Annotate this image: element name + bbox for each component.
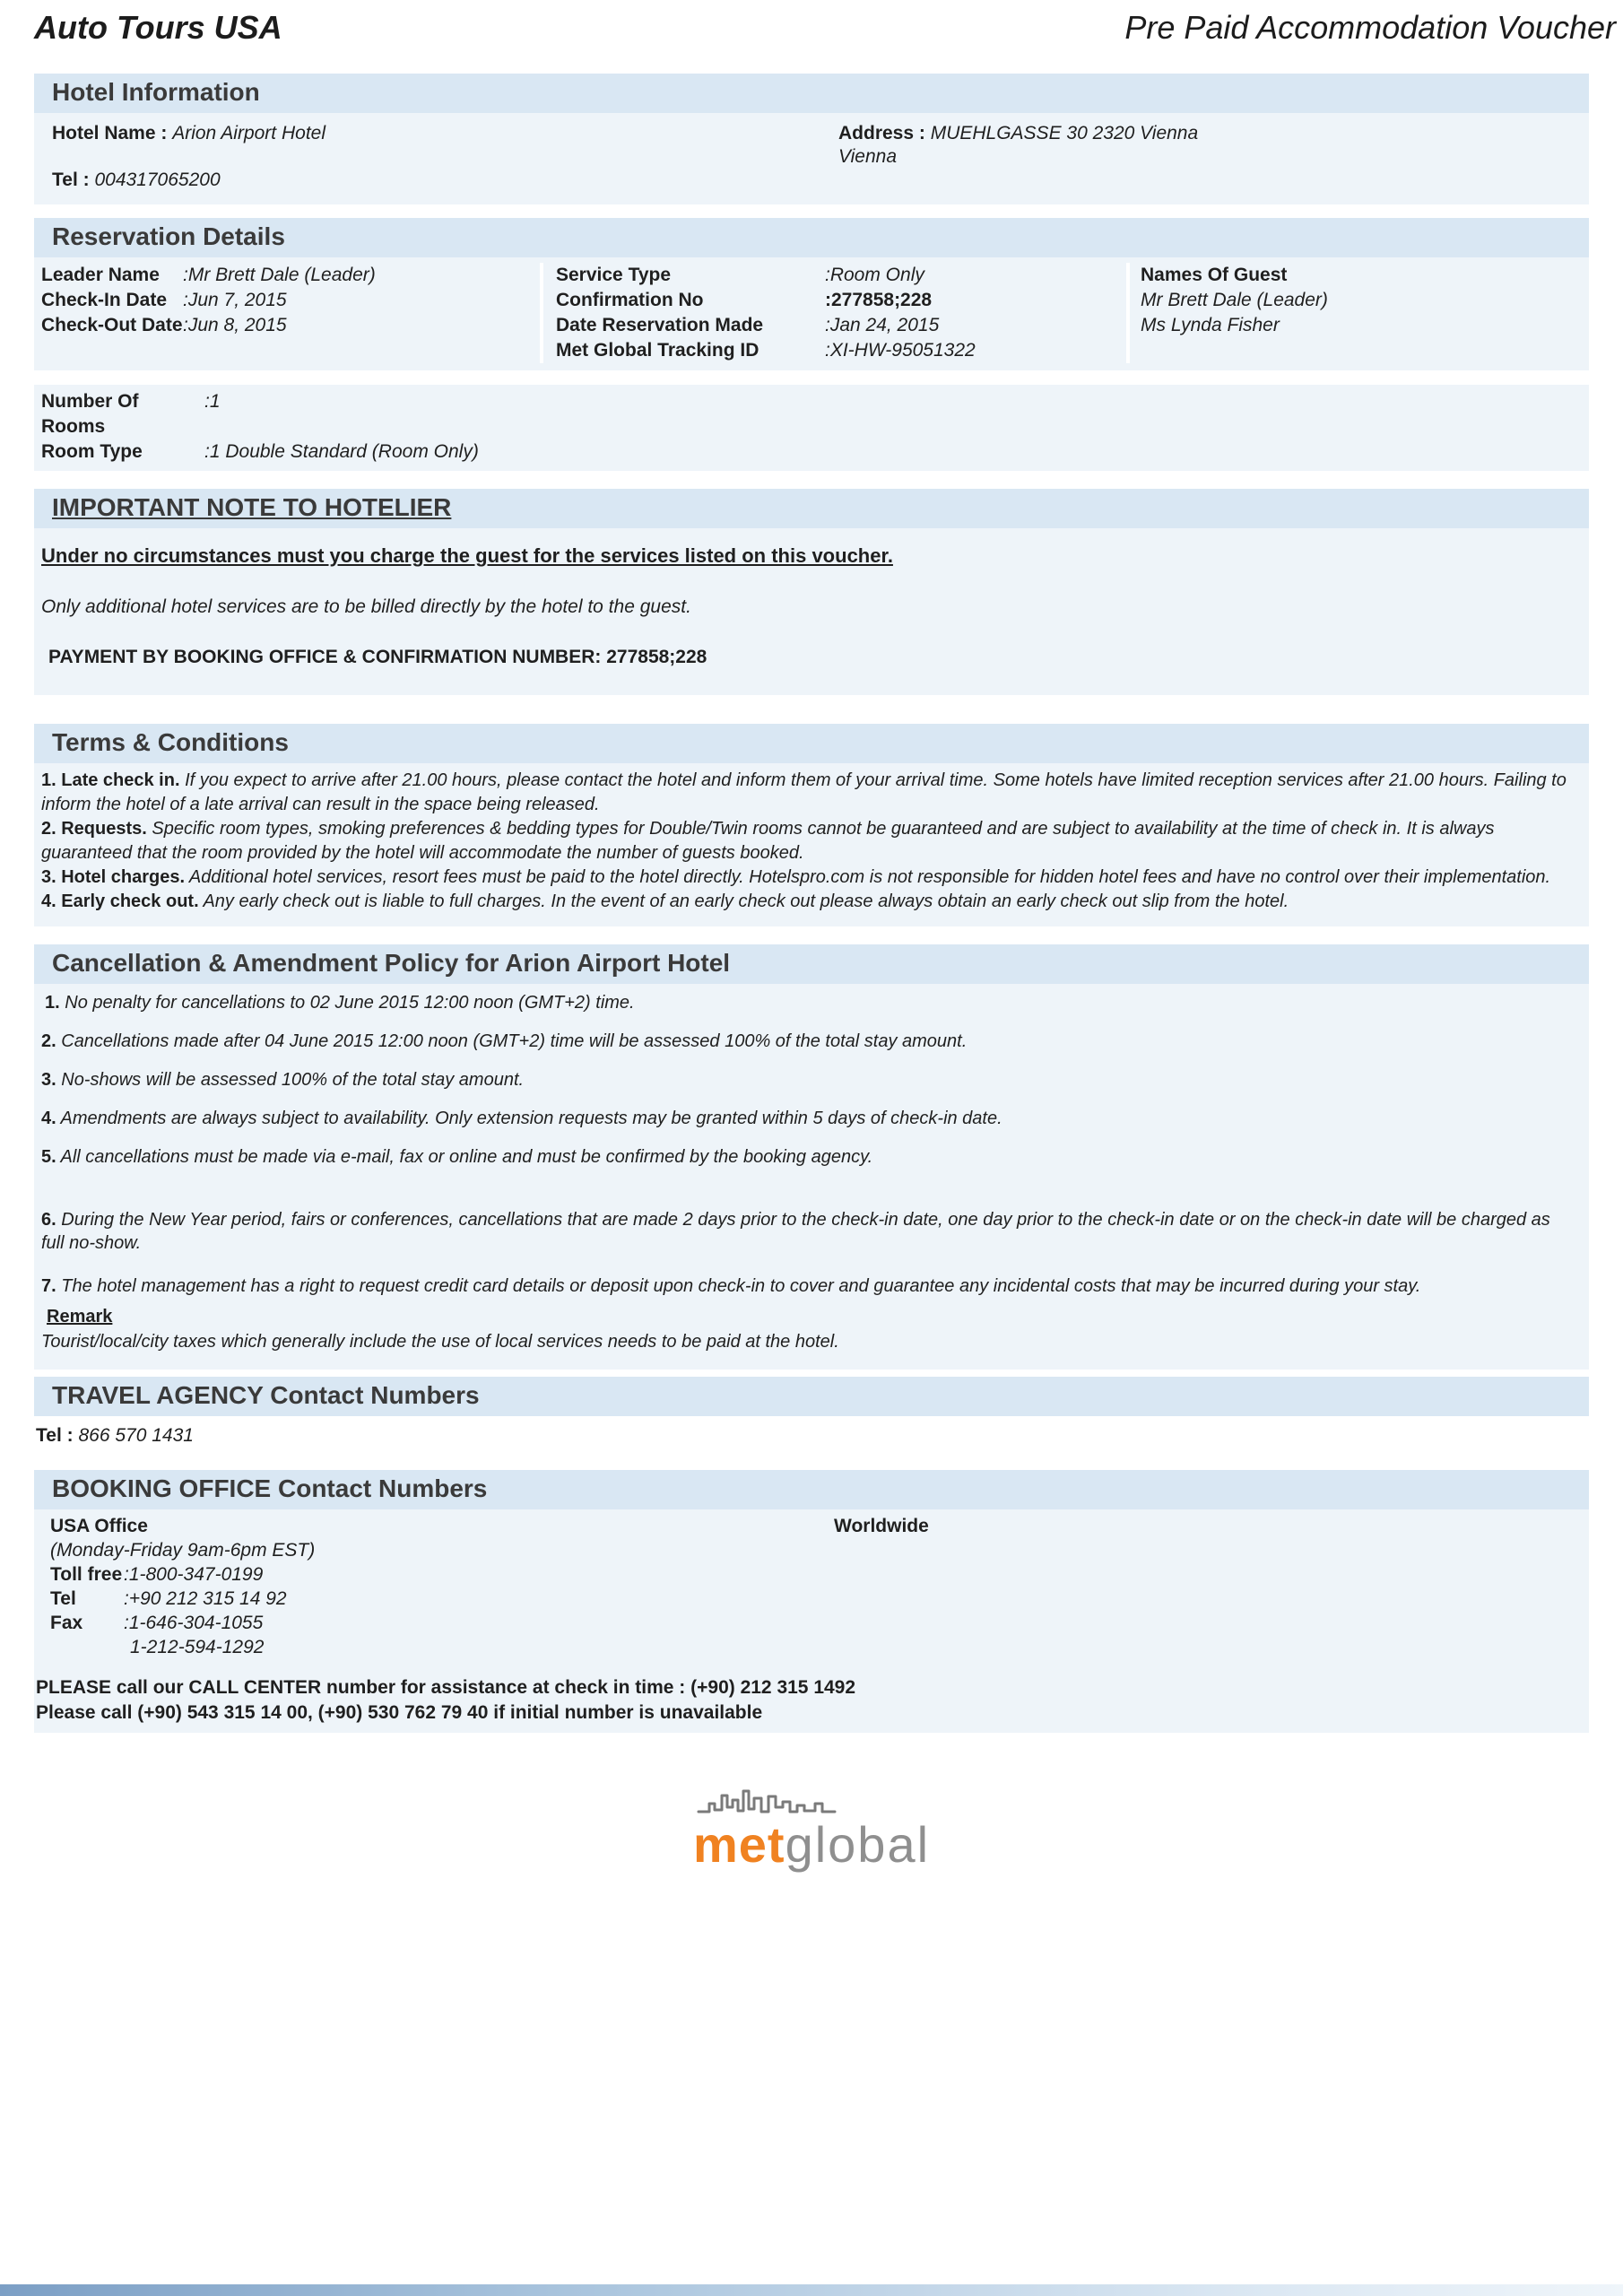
- cancellation-item-text: No penalty for cancellations to 02 June 2015 12:00 noon (GMT+2) time.: [59, 993, 635, 1013]
- agency-brand: Auto Tours USA: [34, 9, 282, 46]
- hotel-name-label: Hotel Name :: [52, 123, 168, 144]
- guest-name: Ms Lynda Fisher: [1141, 315, 1280, 335]
- travel-agency-tel-label: Tel :: [36, 1425, 74, 1446]
- office-fax-label: Fax: [50, 1613, 83, 1633]
- cancellation-policy-body: [34, 984, 1589, 1370]
- metglobal-logo: [0, 1788, 1623, 1874]
- number-of-rooms-label: Number Of Rooms: [41, 391, 139, 437]
- hotel-tel-value: 004317065200: [94, 170, 221, 190]
- remark-text: Tourist/local/city taxes which generally include the use of local services needs to be paid at the hotel.: [41, 1332, 839, 1352]
- cancellation-item-number: 7.: [41, 1276, 56, 1296]
- service-type-value: :Room Only: [825, 265, 924, 285]
- leader-name-value: :Mr Brett Dale (Leader): [183, 265, 376, 285]
- rooms-band: [34, 385, 1589, 471]
- hotel-name-value: Arion Airport Hotel: [172, 123, 325, 144]
- hotel-tel-label: Tel :: [52, 170, 90, 190]
- terms-item: [41, 890, 1578, 914]
- additional-services-note: Only additional hotel services are to be billed directly by the hotel to the guest.: [41, 596, 691, 617]
- hotel-address-row: [838, 122, 1589, 145]
- usa-office-header: USA Office: [50, 1516, 148, 1536]
- terms-item-text: Specific room types, smoking preferences & bedding types for Double/Twin rooms cannot be guaranteed and are subject to availability at the time of check in. It is always guaranteed that the room provided by the hotel will accommodate the number of guests booked.: [41, 819, 1495, 863]
- terms-item-lead: 4. Early check out.: [41, 891, 199, 911]
- hotel-address-label: Address :: [838, 123, 925, 144]
- cancellation-item: [41, 1274, 1571, 1298]
- remark-label: Remark: [47, 1307, 113, 1326]
- reservation-details-body: [34, 257, 1589, 370]
- check-in-value: :Jun 7, 2015: [183, 290, 287, 310]
- cancellation-item: [41, 1030, 1571, 1053]
- terms-item-lead: 2. Requests.: [41, 819, 147, 839]
- hotel-information-title: Hotel Information: [34, 74, 1589, 113]
- number-of-rooms-row: [41, 389, 1589, 439]
- office-headers-row: [50, 1514, 1589, 1538]
- cancellation-item: [41, 991, 1571, 1014]
- toll-free-label: Toll free: [50, 1564, 123, 1585]
- terms-item-text: Any early check out is liable to full charges. In the event of an early check out please always obtain an early check out slip from the hotel.: [198, 891, 1289, 911]
- hotel-information-body: [34, 113, 1589, 204]
- worldwide-header: Worldwide: [834, 1516, 929, 1536]
- no-charge-warning: Under no circumstances must you charge the guest for the services listed on this voucher.: [41, 544, 893, 567]
- office-tel-label: Tel: [50, 1588, 76, 1609]
- hotel-address-line2: Vienna: [838, 146, 898, 167]
- terms-item-text: If you expect to arrive after 21.00 hours, please contact the hotel and inform them of your arrival time. Some hotels have limited reception services after 21.00 hours. Failing to inform the hotel of a late arrival can result in the space being released.: [41, 770, 1567, 814]
- important-note-title-text: IMPORTANT NOTE TO HOTELIER: [52, 493, 452, 521]
- cancellation-item-text: No-shows will be assessed 100% of the total stay amount.: [56, 1070, 525, 1090]
- leader-name-label: Leader Name: [41, 265, 160, 285]
- booking-office-body: [34, 1509, 1589, 1733]
- logo-text: [693, 1815, 930, 1874]
- payment-confirmation-line: PAYMENT BY BOOKING OFFICE & CONFIRMATION NUMBER: 277858;228: [48, 647, 707, 667]
- cancellation-item: [41, 1208, 1571, 1255]
- office-fax-value: :1-646-304-1055: [124, 1613, 264, 1633]
- cancellation-item: [41, 1145, 1571, 1169]
- page-header: [0, 0, 1623, 47]
- tracking-id-label: Met Global Tracking ID: [556, 340, 759, 361]
- date-reservation-made-label: Date Reservation Made: [556, 315, 764, 335]
- document-title: Pre Paid Accommodation Voucher: [1124, 9, 1616, 46]
- check-out-value: :Jun 8, 2015: [183, 315, 287, 335]
- hotel-name-and-tel: [52, 122, 838, 192]
- call-center-note: [34, 1675, 1589, 1726]
- booking-office-section: [34, 1470, 1589, 1733]
- call-center-line1: PLEASE call our CALL CENTER number for assistance at check in time : (+90) 212 315 1492: [36, 1677, 856, 1698]
- service-type-row: [556, 263, 1126, 288]
- cancellation-policy-section: [34, 944, 1589, 1370]
- booking-office-contacts: [34, 1509, 1589, 1659]
- guest-name: Mr Brett Dale (Leader): [1141, 290, 1328, 310]
- reservation-details-title: Reservation Details: [34, 218, 1589, 257]
- date-reservation-made-value: :Jan 24, 2015: [825, 315, 940, 335]
- check-out-row: [41, 313, 540, 338]
- hotel-address-block: [838, 122, 1589, 192]
- reservation-details-section: [34, 218, 1589, 370]
- office-fax-row: [50, 1611, 1589, 1635]
- important-note-body: [34, 528, 1589, 695]
- hotel-name-row: [52, 122, 838, 145]
- service-type-label: Service Type: [556, 265, 672, 285]
- terms-item: [41, 865, 1578, 890]
- hotel-address-line1: MUEHLGASSE 30 2320 Vienna: [930, 123, 1199, 144]
- cancellation-item-number: 1.: [45, 993, 60, 1013]
- hotel-tel-row: [52, 169, 838, 192]
- cancellation-item: [41, 1107, 1571, 1130]
- terms-item-lead: 3. Hotel charges.: [41, 867, 186, 887]
- travel-agency-tel-value: 866 570 1431: [78, 1425, 194, 1446]
- tracking-id-value: :XI-HW-95051322: [825, 340, 976, 361]
- leader-name-row: [41, 263, 540, 288]
- reservation-column-guests: [1130, 263, 1589, 363]
- terms-item-lead: 1. Late check in.: [41, 770, 180, 790]
- terms-title: Terms & Conditions: [34, 724, 1589, 763]
- check-in-label: Check-In Date: [41, 290, 168, 310]
- city-skyline-icon: [695, 1787, 849, 1817]
- cancellation-policy-title: Cancellation & Amendment Policy for Arion Airport Hotel: [34, 944, 1589, 984]
- reservation-column-service: [543, 263, 1126, 363]
- logo-global: global: [785, 1816, 931, 1873]
- room-type-value: :1 Double Standard (Room Only): [204, 441, 479, 462]
- cancellation-item: [41, 1068, 1571, 1091]
- hotel-information-section: [34, 74, 1589, 204]
- travel-agency-section: [34, 1377, 1589, 1416]
- date-reservation-made-row: [556, 313, 1126, 338]
- logo-met: met: [692, 1816, 785, 1873]
- terms-section: [34, 724, 1589, 926]
- booking-office-title: BOOKING OFFICE Contact Numbers: [34, 1470, 1589, 1509]
- room-type-row: [41, 439, 1589, 465]
- office-hours: (Monday-Friday 9am-6pm EST): [50, 1540, 316, 1561]
- logo-box: [693, 1788, 930, 1874]
- terms-item: [41, 769, 1578, 817]
- office-tel-row: [50, 1587, 1589, 1611]
- important-note-section: [34, 489, 1589, 695]
- cancellation-item-number: 2.: [41, 1031, 56, 1051]
- cancellation-item-text: Cancellations made after 04 June 2015 12:00 noon (GMT+2) time will be assessed 100% of the total stay amount.: [56, 1031, 968, 1051]
- check-out-label: Check-Out Date: [41, 315, 183, 335]
- number-of-rooms-value: :1: [204, 391, 221, 412]
- call-center-line2: Please call (+90) 543 315 14 00, (+90) 530 762 79 40 if initial number is unavailable: [36, 1702, 763, 1723]
- cancellation-item-number: 3.: [41, 1070, 56, 1090]
- important-note-title: [34, 489, 1589, 528]
- cancellation-item-text: The hotel management has a right to request credit card details or deposit upon check-in to cover and guarantee any incidental costs that may be incurred during your stay.: [56, 1276, 1421, 1296]
- terms-item: [41, 817, 1578, 865]
- terms-body: [34, 763, 1589, 926]
- cancellation-item-text: All cancellations must be made via e-mail, fax or online and must be confirmed by the booking agency.: [56, 1147, 873, 1167]
- tracking-id-row: [556, 338, 1126, 363]
- room-type-label: Room Type: [41, 441, 143, 462]
- toll-free-value: :1-800-347-0199: [124, 1564, 264, 1585]
- guests-header: Names Of Guest: [1141, 265, 1288, 285]
- bottom-gradient-bar: [0, 2284, 1623, 2296]
- cancellation-item-text: Amendments are always subject to availability. Only extension requests may be granted within 5 days of check-in date.: [56, 1109, 1002, 1128]
- cancellation-item-number: 6.: [41, 1210, 56, 1230]
- travel-agency-tel-row: [36, 1425, 1623, 1447]
- confirmation-no-value: :277858;228: [825, 290, 933, 310]
- confirmation-no-label: Confirmation No: [556, 290, 704, 310]
- cancellation-item-text: During the New Year period, fairs or conferences, cancellations that are made 2 days prior to the check-in date, one day prior to the check-in date or on the check-in date will be charged as full no-show.: [41, 1210, 1550, 1253]
- office-fax2-value: 1-212-594-1292: [130, 1637, 265, 1657]
- check-in-row: [41, 288, 540, 313]
- cancellation-item-number: 4.: [41, 1109, 56, 1128]
- reservation-column-leader: [41, 263, 540, 363]
- toll-free-row: [50, 1562, 1589, 1587]
- confirmation-no-row: [556, 288, 1126, 313]
- travel-agency-title: TRAVEL AGENCY Contact Numbers: [34, 1377, 1589, 1416]
- terms-item-text: Additional hotel services, resort fees must be paid to the hotel directly. Hotelspro.com is not responsible for hidden hotel fees and have no control over their implementation.: [185, 867, 1551, 887]
- office-tel-value: :+90 212 315 14 92: [124, 1588, 287, 1609]
- cancellation-item-number: 5.: [41, 1147, 56, 1167]
